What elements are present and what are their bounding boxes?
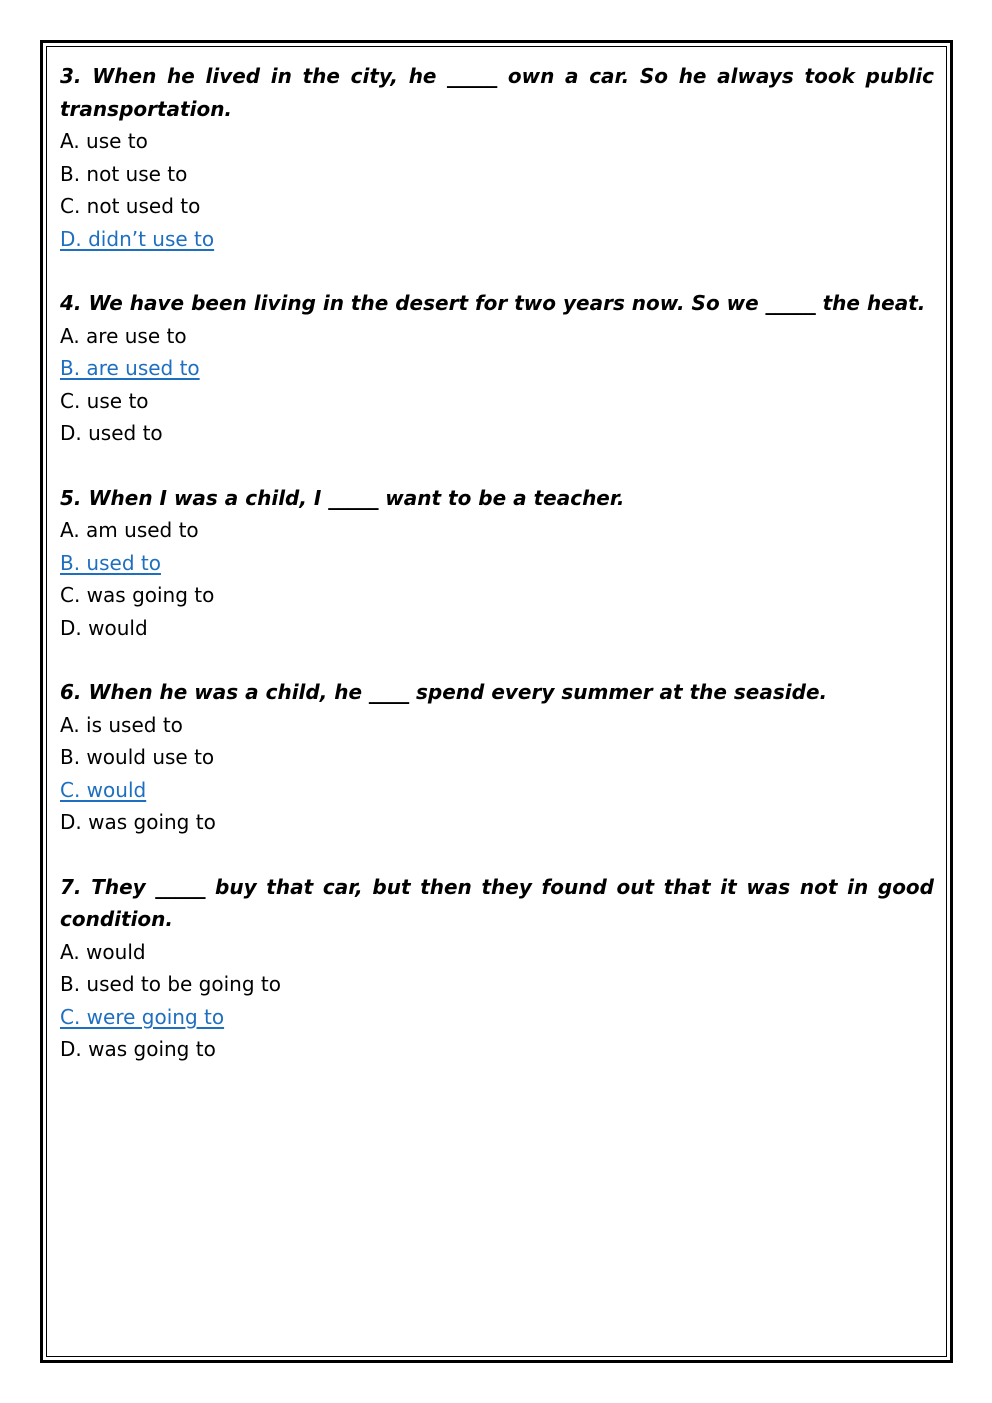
option-d: D. was going to: [60, 810, 216, 834]
question-text: 5. When I was a child, I _____ want to be a teacher.: [60, 485, 625, 510]
option-b: B. would use to: [60, 745, 215, 769]
option-b: B. used to be going to: [60, 972, 281, 996]
option-d: D. would: [60, 615, 148, 640]
question-text: 4. We have been living in the desert for two years now. So we _____ the heat.: [60, 291, 926, 315]
option-b-correct-answer[interactable]: B. used to: [60, 550, 161, 575]
question-5: [60, 482, 934, 645]
question-7: [60, 871, 934, 1066]
question-text: 7. They _____ buy that car, but then they found out that it was not in good condition.: [60, 874, 934, 931]
option-d: D. used to: [60, 421, 163, 445]
option-a: A. use to: [60, 129, 148, 153]
option-a: A. am used to: [60, 518, 199, 542]
option-a: A. is used to: [60, 712, 183, 737]
question-4: [60, 287, 934, 450]
option-d: D. was going to: [60, 1037, 216, 1061]
option-b-correct-answer[interactable]: B. are used to: [60, 356, 200, 380]
question-text: 3. When he lived in the city, he _____ own a car. So he always took public transportation.: [60, 64, 934, 121]
option-b: B. not use to: [60, 161, 188, 186]
option-d-correct-answer[interactable]: D. didn’t use to: [60, 226, 215, 251]
option-c-correct-answer[interactable]: C. would: [60, 777, 147, 802]
option-c-correct-answer[interactable]: C. were going to: [60, 1004, 225, 1029]
question-6: [60, 676, 934, 839]
option-a: A. are use to: [60, 323, 187, 348]
question-text: 6. When he was a child, he ____ spend every summer at the seaside.: [60, 680, 828, 704]
option-a: A. would: [60, 939, 146, 964]
option-c: C. was going to: [60, 583, 215, 607]
quiz-content: [60, 60, 934, 1098]
option-c: C. not used to: [60, 194, 201, 218]
option-c: C. use to: [60, 388, 149, 413]
question-3: [60, 60, 934, 255]
